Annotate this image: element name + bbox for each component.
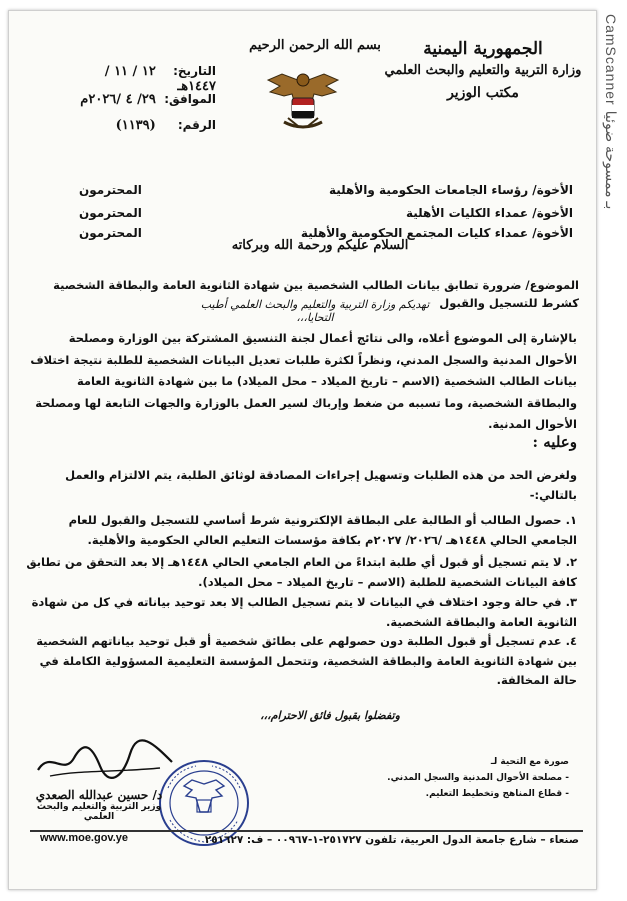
- corresponding-label: الموافق:: [164, 92, 216, 106]
- footer-website-link[interactable]: www.moe.gov.ye: [40, 832, 129, 844]
- list-item: ٢. لا يتم تسجيل أو قبول أي طلبة ابتداءً من العام الجامعي الحالي ١٤٤٨هـ إلا بعد التحقق من تطابق كافة البيانات الشخصية للطلبة (الاسم – تاريخ الميلاد – محل الميلاد).: [26, 555, 577, 589]
- recipient-line: [63, 183, 573, 197]
- republic-name: الجمهورية اليمنية: [423, 39, 543, 59]
- signer-block: [34, 788, 164, 822]
- signature-icon: [30, 736, 180, 796]
- list-item: ١. حصول الطالب أو الطالبة على البطاقة الإلكترونية شرط أساسي للتسجيل والقبول للعام الجامعي الحالي ١٤٤٨هـ /٢٠٢٦/ ٢٠٢٧م بكافة مؤسسات التعليم العالي الحكومية والأهلية.: [68, 513, 577, 547]
- date-hijri: ١٢ / ١١ / ١٤٤٧هـ: [104, 64, 216, 94]
- cc-entry: - مصلحة الأحوال المدنية والسجل المدني.: [387, 773, 569, 783]
- date-label: التاريخ:: [173, 64, 216, 78]
- body-paragraph: بالإشارة إلى الموضوع أعلاه، والى نتائج أعمال لجنة التنسيق المشتركة بين الوزارة ومصلحة الأحوال المدنية والسجل المدني، ونظراً لكثرة طلبات تعديل البيانات الشخصية للطلبة نتيجة اختلاف بيانات الطالب الشخصية (الاسم – تاريخ الميلاد – محل الميلاد) ما بين شهادة الثانوية العامة والبطاقة الشخصية، وما تسببه من ضغط وإرباك لسير العمل بالوزارة والجهات التابعة لها ومصلحة الأحوال المدنية.: [30, 331, 577, 432]
- recipient-name: الأخوة/ عمداء الكليات الأهلية: [405, 206, 573, 220]
- signer-title: وزير التربية والتعليم والبحث العلمي: [36, 802, 162, 822]
- signer-name: د/ حسين عبدالله الصعدي: [35, 788, 163, 802]
- date-gregorian: ٢٩/ ٤ /٢٠٢٦م: [80, 92, 156, 107]
- list-item: ٤. عدم تسجيل أو قبول الطلبة دون حصولهم على بطائق شخصية أو قبل توحيد بياناتهم الشخصية بين شهادة الثانوية العامة والبطاقة الشخصية، وتتحمل المؤسسة التعليمية المسؤولية الكاملة في حالة المخالفة.: [36, 634, 577, 688]
- subject-line: الموضوع/ ضرورة تطابق بيانات الطالب الشخصية بين شهادة الثانوية العامة والبطاقة الشخصية كشرط للتسجيل والقبول: [53, 278, 579, 310]
- number-label: الرقم:: [177, 118, 216, 132]
- recipient-suffix: المحترمون: [79, 226, 142, 240]
- ministry-name: وزارة التربية والتعليم والبحث العلمي: [384, 63, 582, 78]
- recipient-suffix: المحترمون: [79, 183, 142, 197]
- aleih-heading: وعليه :: [532, 433, 577, 451]
- list-item: ٣. في حالة وجود اختلاف في البيانات لا يتم تسجيل الطالب إلا بعد توحيد بياناته في كل من شهادة الثانوية العامة والبطاقة الشخصية.: [31, 595, 577, 629]
- opening-greeting: تهديكم وزارة التربية والتعليم والبحث العلمي أطيب التحايا،،،: [200, 298, 430, 324]
- cc-title: صورة مع التحية لـ: [490, 757, 569, 767]
- ministry-header: [383, 38, 583, 104]
- date-row: [66, 64, 216, 94]
- watermark-text: CamScanner بـ ممسوحة ضوئيا: [603, 14, 619, 210]
- recipient-name: الأخوة/ رؤساء الجامعات الحكومية والأهلية: [328, 183, 573, 197]
- recipient-name: الأخوة/ عمداء كليات المجتمع الحكومية والأهلية: [300, 226, 573, 240]
- number-row: [66, 118, 216, 133]
- closing-line: وتفضلوا بقبول فائق الاحترام،،،: [260, 709, 400, 722]
- reference-number: (١١٣٩): [115, 118, 156, 133]
- salam-greeting: السلام عليكم ورحمة الله وبركاته: [231, 238, 409, 253]
- corresponding-row: [66, 92, 216, 107]
- recipient-line: [63, 206, 573, 220]
- scanner-watermark: [601, 10, 625, 310]
- cc-entry: - قطاع المناهج وتخطيط التعليم.: [425, 789, 569, 799]
- footer: [40, 834, 579, 854]
- cc-block: [369, 754, 569, 802]
- office-name: مكتب الوزير: [447, 85, 519, 101]
- intro-paragraph: ولغرض الحد من هذه الطلبات وتسهيل إجراءات المصادقة لوثائق الطلبة، يتم الالتزام والعمل بالتالي:-: [65, 468, 577, 502]
- recipient-suffix: المحترمون: [79, 206, 142, 220]
- eagle-emblem-icon: [262, 68, 344, 138]
- bismillah: بسم الله الرحمن الرحيم: [249, 38, 381, 53]
- footer-address: صنعاء – شارع جامعة الدول العربية، تلفون ٢٥١٧٢٧-١-٠٠٩٦٧ – ف: ٢٥١٦٢٧: [204, 834, 579, 846]
